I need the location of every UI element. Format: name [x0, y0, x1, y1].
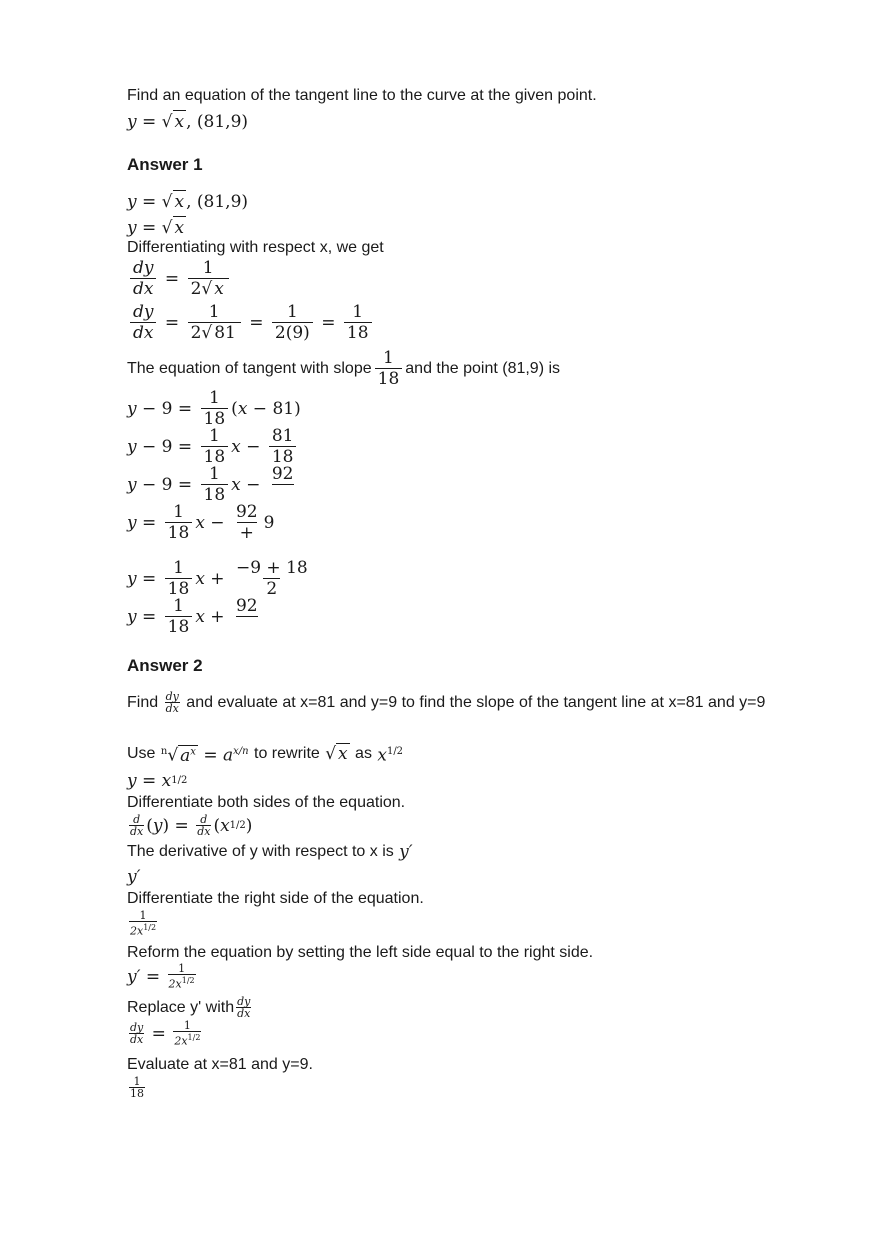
a2-use-pre: Use	[127, 744, 156, 762]
a1-tangent-post: and the point (81,9) is	[405, 360, 561, 377]
a2-y-prime: y′	[127, 867, 141, 887]
a1-given: y = √ x , (81,9)	[127, 191, 249, 212]
a2-find-pre: Find	[127, 694, 159, 712]
a1-step6: y = $\frac{1}{18}$ x + 92	[127, 596, 258, 637]
a2-find-text: Find $\frac{dy}{dx}$ and evaluate at x=81 and y=9 to find the slope of the tangent line at x=81 and y=9	[127, 690, 766, 715]
a2-final-result: $\frac{1}{18}$	[130, 1075, 144, 1100]
a1-y-eq: y = √ x	[127, 217, 185, 238]
a1-step1: y − 9 = $\frac{1}{18}$ ( x − 81)	[127, 388, 301, 429]
a2-replace-eq: $\frac{dy}{dx}$ = $\frac{1}{2x^{1/2}}$	[130, 1019, 201, 1048]
a1-step4: y = $\frac{1}{18}$ x − $\frac{92}{+}$ 9	[127, 502, 275, 543]
a2-derivative-y: The derivative of y with respect to x is	[127, 843, 394, 860]
a2-replace: Replace y' with	[127, 999, 235, 1016]
a1-tangent-pre: The equation of tangent with slope	[127, 360, 372, 377]
a2-reform: Reform the equation by setting the left side equal to the right side.	[127, 944, 594, 961]
a1-differentiating-text: Differentiating with respect x, we get	[127, 239, 384, 256]
a2-derivative-y-text: The derivative of y with respect to x is y′	[127, 842, 413, 862]
a1-step2: y − 9 = $\frac{1}{18}$ x − $\frac{81}{18}$	[127, 426, 299, 468]
a1-step3: y − 9 = $\frac{1}{18}$ x − 92	[127, 464, 294, 505]
a1-step5: y = $\frac{1}{18}$ x + $\frac{-9 + 18}{2}$	[127, 558, 308, 599]
a2-diff-right: Differentiate the right side of the equation.	[127, 890, 424, 907]
a1-tangent-line-text: The equation of tangent with slope $\frac{1}{18}$ and the point (81,9) is	[127, 348, 561, 389]
a1-slope: $\frac{dy}{dx}$ = $\frac{1}{2√ 81}$ = $\frac{1}{2(9)}$ = $\frac{1}{18}$	[127, 302, 375, 344]
a2-diff-both-eq: $\frac{d}{dx}$ ( y ) = $\frac{d}{dx}$ ( x 1/2 )	[130, 813, 253, 838]
a2-y-power: y = x 1/2	[127, 771, 188, 791]
a1-derivative: $\frac{dy}{dx}$ = $\frac{1}{2√ x}$	[127, 258, 232, 300]
a2-evaluate: Evaluate at x=81 and y=9.	[127, 1056, 313, 1073]
a2-use-as: as	[355, 744, 372, 762]
answer2-heading: Answer 2	[127, 656, 203, 675]
a2-replace-text: Replace y' with $\frac{dy}{dx}$	[127, 995, 251, 1020]
a2-diff-both: Differentiate both sides of the equation.	[127, 794, 406, 811]
a2-right-result: $\frac{1}{2x^{1/2}}$	[130, 909, 157, 938]
a2-find-post: and evaluate at x=81 and y=9 to find the slope of the tangent line at x=81 and y=9	[186, 694, 766, 712]
question-equation: y = √ x , (81, 9)	[127, 111, 249, 132]
a2-reform-eq: y′ = $\frac{1}{2x^{1/2}}$	[127, 962, 195, 991]
answer1-heading: Answer 1	[127, 155, 203, 174]
a2-use-text: Use $^n$√ $a^x = a^{x/n}$ to rewrite √ x as $x^{1/2}$	[127, 743, 404, 766]
question-prompt: Find an equation of the tangent line to the curve at the given point.	[127, 87, 597, 104]
a2-use-mid: to rewrite	[254, 744, 320, 762]
